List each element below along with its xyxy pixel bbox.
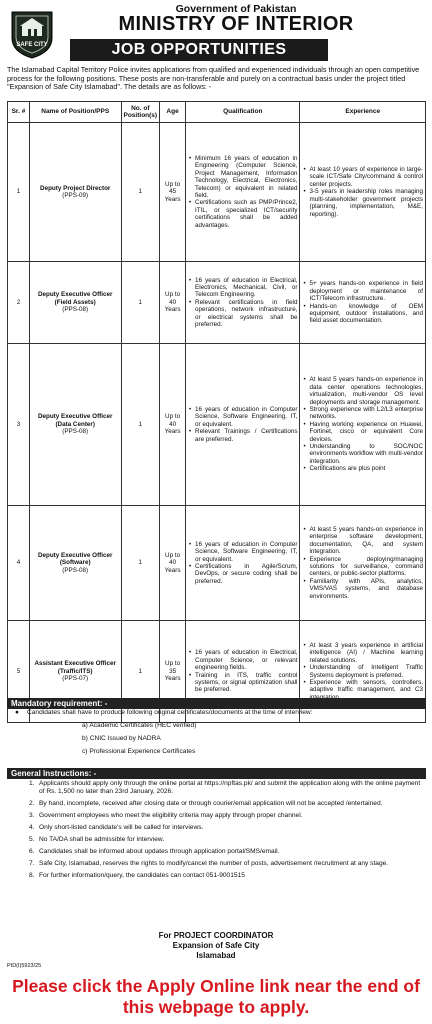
- header-qualification: Qualification: [186, 102, 300, 123]
- qualification-item: • Certifications such as PMP/Prince2, ITIL, or specialized ICT/security certifications shall be added advantages.: [195, 199, 297, 229]
- qualification-cell: [186, 123, 300, 262]
- intro-paragraph: The Islamabad Capital Territory Police invites applications from qualified and experienced individuals through an open competitive process for the following positions. These posts are non-transferable and purely on a contractual basis under the project titled "Expansion of Safe City Islamabad". The details are as follows: -: [7, 65, 420, 92]
- instruction-item: 2. By hand, incomplete, received after closing date or through courier/email application will not be accepted /entertained.: [29, 800, 383, 807]
- instruction-item: 3. Government employees who meet the eligibility criteria may apply through proper channel.: [29, 812, 303, 819]
- header-count: No. of Position(s): [121, 102, 160, 123]
- instruction-item: 8. For further information/query, the candidates can contact 051-9001515: [29, 872, 245, 879]
- qualification-item: • Certifications in Agile/Scrum, DevOps, or secure coding shall be preferred.: [195, 563, 297, 585]
- pps-code: (PPS-09): [62, 192, 89, 199]
- row-sr: 3: [8, 344, 30, 506]
- mandatory-intro: [7, 709, 426, 717]
- mandatory-title: Mandatory requirement: -: [7, 698, 426, 709]
- position-count: 1: [121, 123, 160, 262]
- instruction-text: No TA/DA shall be admissible for interview.: [39, 836, 165, 843]
- experience-item: • Having working experience on Huawei, Fortinet, cisco or equivalent Core devices.: [309, 421, 423, 443]
- instruction-text: Only short-listed candidate's will be called for interviews.: [39, 824, 204, 831]
- experience-list: [302, 526, 423, 600]
- experience-cell: [300, 506, 426, 621]
- table-row: [8, 344, 426, 506]
- position-name: Deputy Executive Officer (Software): [37, 551, 113, 567]
- instruction-text: Safe City, Islamabad, reserves the rights to modify/cancel the number of posts, advertisement /recruitment at any stage.: [39, 860, 389, 867]
- experience-item: • Experience deploying/managing solutions for surveillance, command centers, or public-sector platforms.: [309, 556, 423, 578]
- experience-cell: [300, 262, 426, 344]
- qualification-item: • 16 years of education in Computer Science, Software Engineering, IT, or equivalent.: [195, 541, 297, 563]
- experience-item: • Certifications are plus point: [309, 465, 423, 472]
- age-limit: Up to 40 Years: [160, 262, 186, 344]
- ministry-title: MINISTRY OF INTERIOR: [118, 13, 354, 35]
- general-title: General Instructions: -: [7, 768, 426, 779]
- position-name: Deputy Executive Officer (Field Assets): [37, 291, 113, 306]
- qualification-list: [188, 277, 297, 329]
- header-age: Age: [160, 102, 186, 123]
- header: [0, 0, 432, 64]
- position-count: 1: [121, 621, 160, 723]
- experience-item: • Understanding of Intelligent Traffic Systems deployment is preferred.: [309, 664, 423, 679]
- row-sr: 5: [8, 621, 30, 723]
- experience-item: • Hands-on knowledge of OEM equipment, outdoor installations, and field asset documentation.: [309, 303, 423, 325]
- experience-item: • 5+ years hands-on experience in field deployment or maintenance of ICT/Telecom infrastructure.: [309, 280, 423, 302]
- mandatory-section: [7, 709, 426, 761]
- qualification-cell: [186, 506, 300, 621]
- header-sr: Sr. #: [8, 102, 30, 123]
- instruction-text: Candidates shall be informed about updates through application portal/SMS/email.: [39, 848, 280, 855]
- age-limit: Up to 40 Years: [160, 506, 186, 621]
- qualification-list: [188, 155, 297, 229]
- instruction-text: Applicants should apply only through the online portal at https://npftas.pk/ and submit the application along with the online payment of Rs. 1,500 no later than 23rd January, 2026.: [39, 780, 421, 795]
- experience-item: • Understanding to SOC/NOC environments workflow with multi-vendor integration.: [309, 443, 423, 465]
- instruction-item: 1. Applicants should apply only through the online portal at https://npftas.pk/ and submit the application along with the online payment of Rs. 1,500 no later than 23rd January, 2026.: [29, 780, 421, 795]
- pps-code: (PPS-08): [62, 428, 89, 436]
- experience-item: • At least 5 years hands-on experience in data center operations technologies, virtualization, multi-vendor OS level deployments and storage management.: [309, 376, 423, 406]
- position-count: 1: [121, 506, 160, 621]
- experience-item: • 3-5 years in leadership roles managing multi-stakeholder government projects (planning, implementation, M&E, reporting).: [309, 188, 423, 218]
- position-count: 1: [121, 344, 160, 506]
- qualification-list: [188, 649, 297, 693]
- job-opportunities-banner: JOB OPPORTUNITIES: [70, 39, 328, 61]
- experience-item: • Experience with sensors, controllers, adaptive traffic management, and C3: [309, 679, 423, 701]
- qualification-list: [188, 541, 297, 585]
- experience-item: • Familiarity with APIs, analytics, VMS/VAS systems, and database environments.: [309, 578, 423, 600]
- instruction-item: 7. Safe City, Islamabad, reserves the rights to modify/cancel the number of posts, advertisement /recruitment at any stage.: [29, 860, 389, 867]
- position-name-cell: [29, 506, 121, 621]
- row-sr: 4: [8, 506, 30, 621]
- header-position: Name of Position/PPS: [29, 102, 121, 123]
- svg-text:SAFE CITY: SAFE CITY: [16, 42, 48, 48]
- experience-list: [302, 166, 423, 218]
- age-limit: Up to 35 Years: [160, 621, 186, 723]
- qualification-cell: [186, 262, 300, 344]
- bullet-icon: ●: [15, 709, 19, 716]
- mandatory-item: a) Academic Certificates (HEC verified): [82, 722, 197, 729]
- table-header-row: [8, 102, 426, 123]
- position-name: Deputy Executive Officer (Data Center): [37, 413, 113, 428]
- pps-code: (PPS-07): [62, 675, 89, 683]
- instruction-item: 5. No TA/DA shall be admissible for interview.: [29, 836, 165, 843]
- positions-table: [7, 101, 426, 723]
- position-name-cell: [29, 344, 121, 506]
- qualification-list: [188, 406, 297, 443]
- position-count: 1: [121, 262, 160, 344]
- qualification-item: • 16 years of education in Computer Science, Software Engineering, IT, or equivalent.: [195, 406, 297, 428]
- pid-number: PID(I)5923/25: [7, 963, 42, 969]
- experience-item: • At least 3 years experience in artificial intelligence (AI) / Machine learning related solutions.: [309, 642, 423, 664]
- experience-item: • At least 5 years hands-on experience in enterprise software development, documentation, QA, and system integration.: [309, 526, 423, 556]
- qualification-item: • 16 years of education in Electrical, Computer Science, or relevant engineering fields.: [195, 649, 297, 671]
- experience-list: [302, 280, 423, 324]
- mandatory-item: b) CNIC Issued by NADRA: [82, 735, 161, 742]
- pps-code: (PPS-08): [62, 306, 89, 314]
- government-title: Government of Pakistan: [175, 3, 297, 15]
- footer-line: For PROJECT COORDINATOR: [158, 931, 274, 940]
- qualification-cell: [186, 344, 300, 506]
- qualification-item: • Relevant Trainings / Certifications are preferred.: [195, 428, 297, 443]
- signature-block: [0, 931, 432, 961]
- mandatory-item: c) Professional Experience Certificates: [82, 748, 196, 755]
- pps-code: (PPS-08): [62, 566, 89, 574]
- experience-cell: [300, 123, 426, 262]
- age-limit: Up to 45 Years: [160, 123, 186, 262]
- experience-list: [302, 642, 423, 701]
- apply-online-note: Please click the Apply Online link near the end of this webpage to apply.: [12, 976, 420, 1017]
- instruction-text: For further information/query, the candidates can contact 051-9001515: [39, 872, 245, 879]
- instruction-item: 6. Candidates shall be informed about updates through application portal/SMS/email.: [29, 848, 280, 855]
- instruction-item: 4. Only short-listed candidate's will be called for interviews.: [29, 824, 204, 831]
- instruction-text: By hand, incomplete, received after closing date or through courier/email application will not be accepted /entertained.: [39, 800, 383, 807]
- footer-line: Islamabad: [196, 951, 236, 960]
- experience-item: • At least 10 years of experience in large-scale ICT/Safe City/command & control center projects.: [309, 166, 423, 188]
- age-limit: Up to 40 Years: [160, 344, 186, 506]
- position-name: Assistant Executive Officer (Traffic/ITS): [34, 660, 116, 675]
- position-name: Deputy Project Director: [40, 184, 111, 192]
- position-name-cell: [29, 262, 121, 344]
- qualification-item: • 16 years of education in Electrical, Electronics, Mechanical, Civil, or Telecom Engineering.: [195, 277, 297, 299]
- qualification-item: • Minimum 16 years of education in Engineering (Computer Science, Project Management, Information Technology, Electrical, Electronics, Telecom) or equivalent in related field.: [195, 155, 297, 199]
- footer-line: Expansion of Safe City: [172, 941, 260, 950]
- table-row: [8, 123, 426, 262]
- qualification-item: • Relevant certifications in field operations, network infrastructure, or electrical systems shall be preferred.: [195, 299, 297, 329]
- row-sr: 2: [8, 262, 30, 344]
- experience-cell: [300, 344, 426, 506]
- experience-list: [302, 376, 423, 472]
- qualification-item: • Training in ITS, traffic control systems, or signal optimization shall be preferred.: [195, 672, 297, 694]
- general-instructions: [7, 780, 426, 884]
- position-name-cell: [29, 123, 121, 262]
- table-row: [8, 506, 426, 621]
- mandatory-intro-text: Candidates shall have to produce following original certificates/documents at the time of interview:: [27, 709, 313, 716]
- header-experience: Experience: [300, 102, 426, 123]
- row-sr: 1: [8, 123, 30, 262]
- instruction-text: Government employees who meet the eligibility criteria may apply through proper channel.: [39, 812, 303, 819]
- table-row: [8, 262, 426, 344]
- experience-item: • Strong experience with L2/L3 enterprise networks.: [309, 406, 423, 421]
